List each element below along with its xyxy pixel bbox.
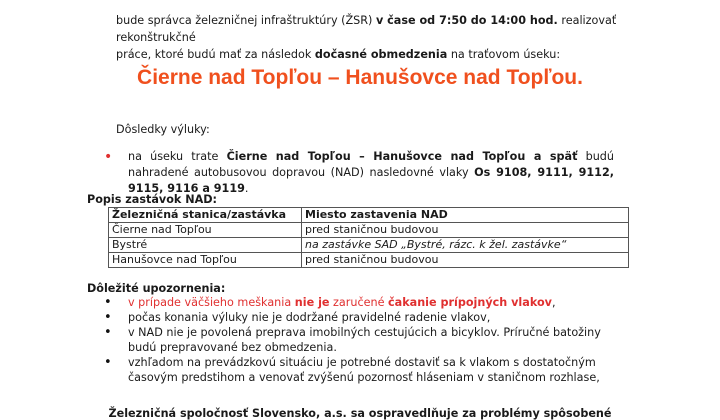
stops-table: [108, 207, 629, 268]
table-row: [109, 253, 629, 268]
footer-text: Železničná spoločnosť Slovensko, a.s. sa ospravedlňuje za problémy spôsobené: [108, 407, 612, 420]
table-header-row: [109, 208, 629, 223]
station-cell: Hanušovce nad Topľou: [109, 253, 302, 268]
intro-line-2: práce, ktoré budú mať za následok dočasné obmedzenia na traťovom úseku:: [116, 48, 561, 61]
stop-place-cell: pred staničnou budovou: [302, 253, 629, 268]
bullet-icon: •: [104, 325, 112, 340]
bullet-icon: •: [104, 310, 112, 325]
bullet-icon: •: [104, 149, 113, 165]
column-header: Železničná stanica/zastávka: [109, 208, 302, 223]
stop-place-cell: na zastávke SAD „Bystré, rázc. k žel. zastávke“: [302, 238, 629, 253]
list-item: • počas konania výluky nie je dodržané pravidelné radenie vlakov,: [104, 310, 491, 325]
station-cell: Bystré: [109, 238, 302, 253]
list-item: • v NAD nie je povolená preprava imobilných cestujúcich a bicyklov. Príručné batožiny budú prepravované bez obmedzenia.: [104, 325, 601, 354]
consequences-bullet: [104, 149, 614, 197]
warnings-list: [104, 295, 624, 385]
stop-place-cell: pred staničnou budovou: [302, 223, 629, 238]
warnings-heading: Dôležité upozornenia:: [87, 282, 226, 295]
column-header: Miesto zastavenia NAD: [302, 208, 629, 223]
station-cell: Čierne nad Topľou: [109, 223, 302, 238]
list-item: • v prípade väčšieho meškania nie je zaručené čakanie prípojných vlakov,: [104, 295, 556, 310]
intro-paragraph: [116, 12, 636, 63]
consequences-text: na úseku trate Čierne nad Topľou – Hanušovce nad Topľou a späť budú nahradené autobusovou dopravou (NAD) nasledovné vlaky Os 9108, 9111, 9112, 9115, 9116 a 9119.: [128, 150, 614, 195]
bullet-icon: •: [104, 295, 112, 310]
consequences-heading: Dôsledky výluky:: [116, 123, 210, 136]
table-row: [109, 223, 629, 238]
intro-line-1: bude správca železničnej infraštruktúry (ŽSR) v čase od 7:50 do 14:00 hod. realizovať rekonštrukčné: [116, 14, 617, 44]
list-item: • vzhľadom na prevádzkovú situáciu je potrebné dostaviť sa k vlakom s dostatočným časovým predstihom a venovať zvýšenú pozornosť hláseniam v staničnom rozhlase,: [104, 355, 600, 384]
route-title: Čierne nad Topľou – Hanušovce nad Topľou.: [137, 66, 583, 89]
table-row: [109, 238, 629, 253]
bullet-icon: •: [104, 355, 112, 370]
stops-heading: Popis zastávok NAD:: [87, 193, 217, 206]
